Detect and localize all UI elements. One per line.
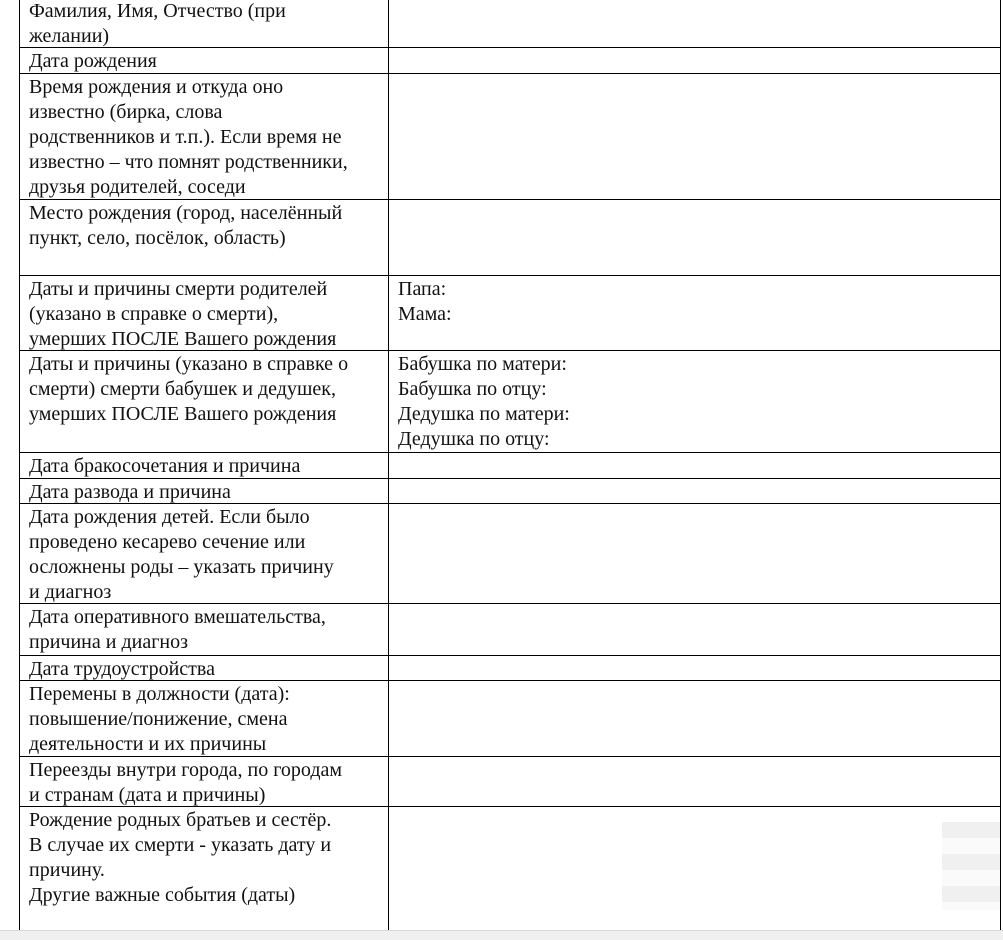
row-label: Дата оперативного вмешательства, причина и диагноз (20, 604, 389, 655)
table-row (20, 504, 1000, 604)
row-label: Дата рождения (20, 48, 389, 73)
row-value-cell[interactable] (389, 807, 1000, 932)
row-value-cell[interactable] (389, 656, 1000, 680)
row-label: Перемены в должности (дата): повышение/понижение, смена деятельности и их причины (20, 681, 389, 756)
row-value-cell[interactable] (389, 0, 1000, 47)
row-label: Время рождения и откуда оно известно (бирка, слова родственников и т.п.). Если время не известно – что помнят родственники, друзья родителей, соседи (20, 74, 389, 199)
table-row (20, 200, 1000, 276)
table-row (20, 351, 1000, 453)
blurred-overlay (942, 822, 1000, 910)
row-label: Дата трудоустройства (20, 656, 389, 680)
questionnaire-table (19, 0, 1001, 930)
row-value-cell[interactable] (389, 604, 1000, 655)
row-label: Дата бракосочетания и причина (20, 453, 389, 478)
row-value-cell[interactable] (389, 200, 1000, 275)
row-value-cell[interactable]: Папа: Мама: (398, 278, 452, 325)
row-value-cell[interactable] (389, 681, 1000, 756)
table-row (20, 604, 1000, 656)
table-row (20, 74, 1000, 200)
table-row (20, 656, 1000, 681)
table-row (20, 276, 1000, 351)
row-value-cell[interactable] (389, 74, 1000, 199)
row-value-cell[interactable] (389, 504, 1000, 603)
row-label: Даты и причины (указано в справке о смерти) смерти бабушек и дедушек, умерших ПОСЛЕ Вашего рождения (20, 351, 389, 452)
table-row (20, 0, 1000, 48)
row-value-cell[interactable] (389, 479, 1000, 503)
row-value-cell[interactable]: Бабушка по матери: Бабушка по отцу: Дедушка по матери: Дедушка по отцу: (398, 353, 570, 450)
row-label: Дата рождения детей. Если было проведено кесарево сечение или осложнены роды – указать причину и диагноз (20, 504, 389, 603)
row-label: Даты и причины смерти родителей (указано в справке о смерти), умерших ПОСЛЕ Вашего рождения (20, 276, 389, 350)
row-label: Переезды внутри города, по городам и странам (дата и причины) (20, 757, 389, 806)
table-row (20, 681, 1000, 757)
table-row (20, 453, 1000, 479)
row-label: Дата развода и причина (20, 479, 389, 503)
table-row (20, 807, 1000, 932)
row-value-cell[interactable] (389, 757, 1000, 806)
row-value-cell[interactable] (389, 453, 1000, 478)
table-row (20, 479, 1000, 504)
table-row (20, 48, 1000, 74)
table-row (20, 757, 1000, 807)
row-value-cell[interactable] (389, 48, 1000, 73)
row-label: Фамилия, Имя, Отчество (при желании) (20, 0, 389, 47)
row-label: Рождение родных братьев и сестёр. В случае их смерти - указать дату и причину. Другие важные события (даты) (20, 807, 389, 932)
row-label: Место рождения (город, населённый пункт, село, посёлок, область) (20, 200, 389, 275)
